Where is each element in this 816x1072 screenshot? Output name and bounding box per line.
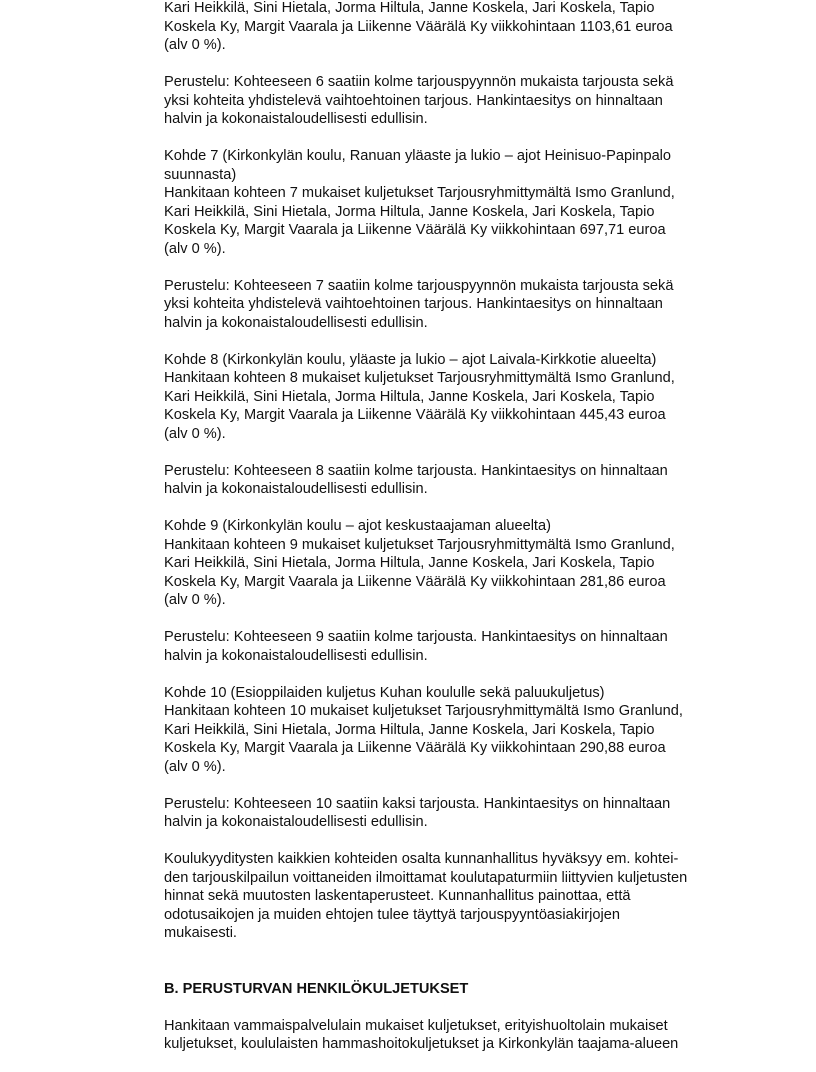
text-line: Koskela Ky, Margit Vaarala ja Liikenne Väärälä Ky viikkohintaan 697,71 euroa [164, 222, 666, 238]
paragraph [164, 850, 764, 943]
text-line: (alv 0 %). [164, 240, 226, 257]
document-page [164, 0, 764, 1072]
text-line: Kohde 9 (Kirkonkylän koulu – ajot keskustaajaman alueelta) [164, 518, 551, 534]
paragraph [164, 147, 764, 258]
text-line: Perustelu: Kohteeseen 9 saatiin kolme tarjousta. Hankintaesitys on hinnaltaan [164, 629, 668, 645]
text-line: Hankitaan kohteen 8 mukaiset kuljetukset Tarjousryhmittymältä Ismo Granlund, [164, 370, 675, 386]
text-line: mukaisesti. [164, 925, 237, 941]
paragraph [164, 351, 764, 444]
text-line: Kari Heikkilä, Sini Hietala, Jorma Hiltula, Janne Koskela, Jari Koskela, Tapio [164, 0, 655, 16]
text-line: Perustelu: Kohteeseen 8 saatiin kolme tarjousta. Hankintaesitys on hinnaltaan [164, 462, 668, 479]
text-line: Hankitaan kohteen 9 mukaiset kuljetukset Tarjousryhmittymältä Ismo Granlund, [164, 536, 675, 553]
paragraph [164, 73, 764, 129]
text-line: odotusaikojen ja muiden ehtojen tulee täyttyä tarjouspyyntöasiakirjojen [164, 906, 620, 923]
text-line: halvin ja kokonaistaloudellisesti edullisin. [164, 111, 428, 127]
text-line: (alv 0 %). [164, 37, 226, 53]
text-line: yksi kohteita yhdistelevä vaihtoehtoinen tarjous. Hankintaesitys on hinnaltaan [164, 92, 663, 109]
text-line: Koskela Ky, Margit Vaarala ja Liikenne Väärälä Ky viikkohintaan 1103,61 euroa [164, 18, 673, 35]
text-line: Kari Heikkilä, Sini Hietala, Jorma Hiltula, Janne Koskela, Jari Koskela, Tapio [164, 721, 655, 738]
document-body-before [164, 0, 764, 943]
text-line: Hankitaan kohteen 10 mukaiset kuljetukset Tarjousryhmittymältä Ismo Granlund, [164, 703, 683, 719]
text-line: Kohde 10 (Esioppilaiden kuljetus Kuhan koululle sekä paluukuljetus) [164, 684, 605, 701]
text-line: (alv 0 %). [164, 758, 226, 775]
text-line: halvin ja kokonaistaloudellisesti edullisin. [164, 481, 428, 497]
paragraph [164, 1017, 764, 1054]
text-line: yksi kohteita yhdistelevä vaihtoehtoinen tarjous. Hankintaesitys on hinnaltaan [164, 296, 663, 312]
text-line: halvin ja kokonaistaloudellisesti edullisin. [164, 647, 428, 664]
text-line: Koskela Ky, Margit Vaarala ja Liikenne Väärälä Ky viikkohintaan 445,43 euroa [164, 407, 666, 423]
text-line: Hankitaan kohteen 7 mukaiset kuljetukset Tarjousryhmittymältä Ismo Granlund, [164, 185, 675, 201]
text-line: Perustelu: Kohteeseen 6 saatiin kolme tarjouspyynnön mukaista tarjousta sekä [164, 74, 674, 90]
text-line: Koskela Ky, Margit Vaarala ja Liikenne Väärälä Ky viikkohintaan 290,88 euroa [164, 740, 666, 756]
paragraph [164, 0, 764, 55]
paragraph [164, 462, 764, 499]
text-line: suunnasta) [164, 166, 237, 183]
text-line: Kari Heikkilä, Sini Hietala, Jorma Hiltula, Janne Koskela, Jari Koskela, Tapio [164, 203, 655, 220]
text-line: (alv 0 %). [164, 592, 226, 608]
section-heading: B. PERUSTURVAN HENKILÖKULJETUKSET [164, 980, 469, 997]
text-line: Koskela Ky, Margit Vaarala ja Liikenne Väärälä Ky viikkohintaan 281,86 euroa [164, 573, 666, 590]
text-line: hinnat sekä muutosten laskentaperusteet. Kunnanhallitus painottaa, että [164, 888, 631, 904]
text-line: Perustelu: Kohteeseen 7 saatiin kolme tarjouspyynnön mukaista tarjousta sekä [164, 277, 674, 294]
text-line: Kohde 7 (Kirkonkylän koulu, Ranuan yläaste ja lukio – ajot Heinisuo-Papinpalo [164, 148, 672, 164]
text-line: Kohde 8 (Kirkonkylän koulu, yläaste ja lukio – ajot Laivala-Kirkkotie alueelta) [164, 351, 657, 368]
text-line: Hankitaan vammaispalvelulain mukaiset kuljetukset, erityishuoltolain mukaiset [164, 1017, 668, 1034]
text-line: Kari Heikkilä, Sini Hietala, Jorma Hiltula, Janne Koskela, Jari Koskela, Tapio [164, 388, 655, 405]
paragraph [164, 277, 764, 333]
text-line: halvin ja kokonaistaloudellisesti edullisin. [164, 814, 428, 830]
text-line: Koulukyyditysten kaikkien kohteiden osalta kunnanhallitus hyväksyy em. kohtei- [164, 851, 679, 867]
text-line: halvin ja kokonaistaloudellisesti edullisin. [164, 314, 428, 331]
text-line: Perustelu: Kohteeseen 10 saatiin kaksi tarjousta. Hankintaesitys on hinnaltaan [164, 795, 671, 812]
document-body-after [164, 1017, 764, 1054]
text-line: Kari Heikkilä, Sini Hietala, Jorma Hiltula, Janne Koskela, Jari Koskela, Tapio [164, 555, 655, 571]
paragraph [164, 795, 764, 832]
paragraph [164, 517, 764, 610]
text-line: den tarjouskilpailun voittaneiden ilmoittamat koulutapaturmiin liittyvien kuljetusten [164, 869, 688, 886]
paragraph [164, 628, 764, 665]
text-line: kuljetukset, koululaisten hammashoitokuljetukset ja Kirkonkylän taajama-alueen [164, 1036, 679, 1052]
text-line: (alv 0 %). [164, 425, 226, 442]
paragraph [164, 684, 764, 777]
